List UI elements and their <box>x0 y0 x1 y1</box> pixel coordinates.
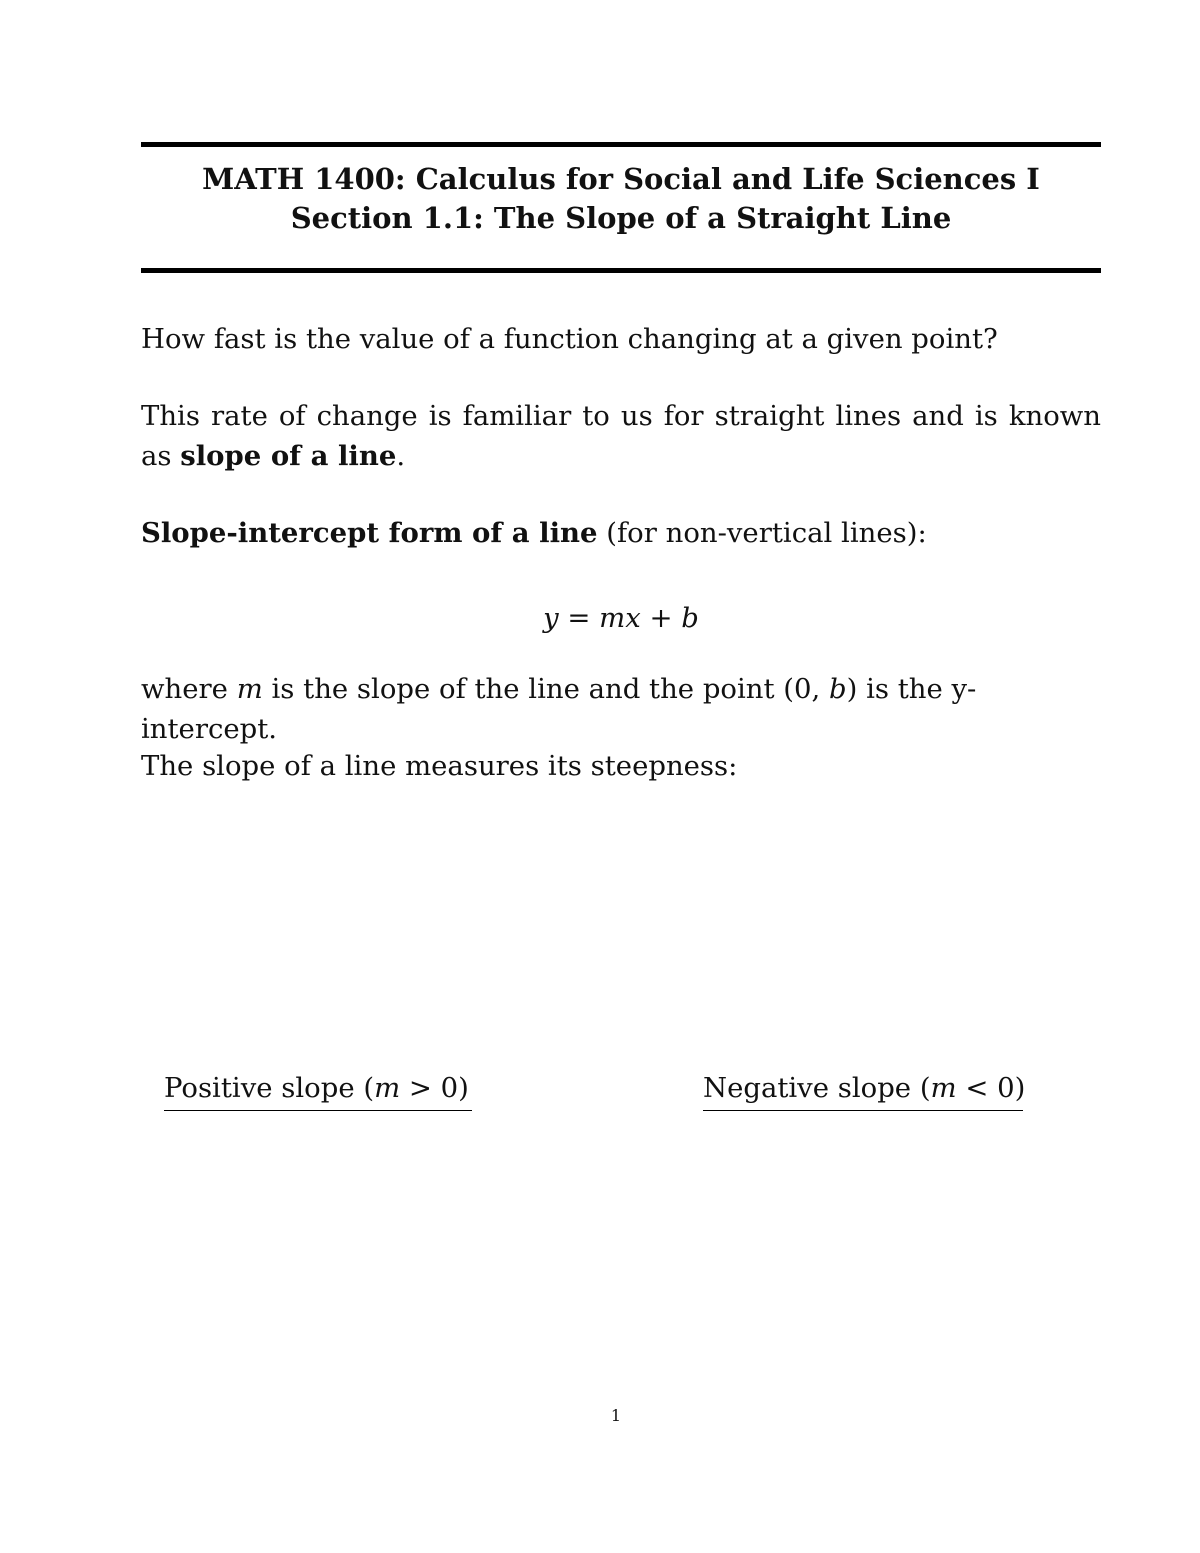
positive-rel: > 0) <box>400 1072 469 1104</box>
negative-slope-caption <box>703 1068 1026 1111</box>
positive-slope-caption <box>164 1068 472 1111</box>
where-t3: ) is the y-intercept. <box>141 673 977 745</box>
rate-end: . <box>396 440 406 472</box>
eq-x: x <box>625 602 641 634</box>
eq-b: b <box>681 602 699 634</box>
slope-intercept-note: (for non-vertical lines): <box>597 517 927 549</box>
slope-intercept-term: Slope-intercept form of a line <box>141 517 598 549</box>
eq-equals: = <box>558 602 600 634</box>
slope-intercept-equation <box>141 598 1101 638</box>
positive-label: Positive slope ( <box>164 1072 375 1104</box>
where-m: m <box>236 673 263 705</box>
rate-paragraph <box>141 396 1101 476</box>
course-title: MATH 1400: Calculus for Social and Life Sciences I <box>202 162 1040 196</box>
where-paragraph <box>141 669 1101 749</box>
top-rule <box>141 142 1101 147</box>
section-title: Section 1.1: The Slope of a Straight Line <box>290 201 952 235</box>
rate-text: This rate of change is familiar to us for straight lines and is known as <box>141 400 1101 472</box>
where-t2: is the slope of the line and the point (0, <box>262 673 829 705</box>
where-t1: where <box>141 673 237 705</box>
bottom-rule <box>141 268 1101 273</box>
negative-rel: < 0) <box>956 1072 1026 1104</box>
page-number: 1 <box>610 1406 622 1425</box>
where-b: b <box>829 673 847 705</box>
eq-y: y <box>543 602 559 634</box>
steepness-paragraph: The slope of a line measures its steepness: <box>141 750 738 782</box>
negative-var: m <box>930 1072 957 1104</box>
slope-of-line-term: slope of a line <box>180 440 397 472</box>
positive-var: m <box>374 1072 401 1104</box>
eq-m: m <box>599 602 626 634</box>
intro-question: How fast is the value of a function changing at a given point? <box>141 323 998 355</box>
eq-plus: + <box>640 602 682 634</box>
slope-intercept-heading <box>141 513 1101 553</box>
negative-label: Negative slope ( <box>703 1072 931 1104</box>
